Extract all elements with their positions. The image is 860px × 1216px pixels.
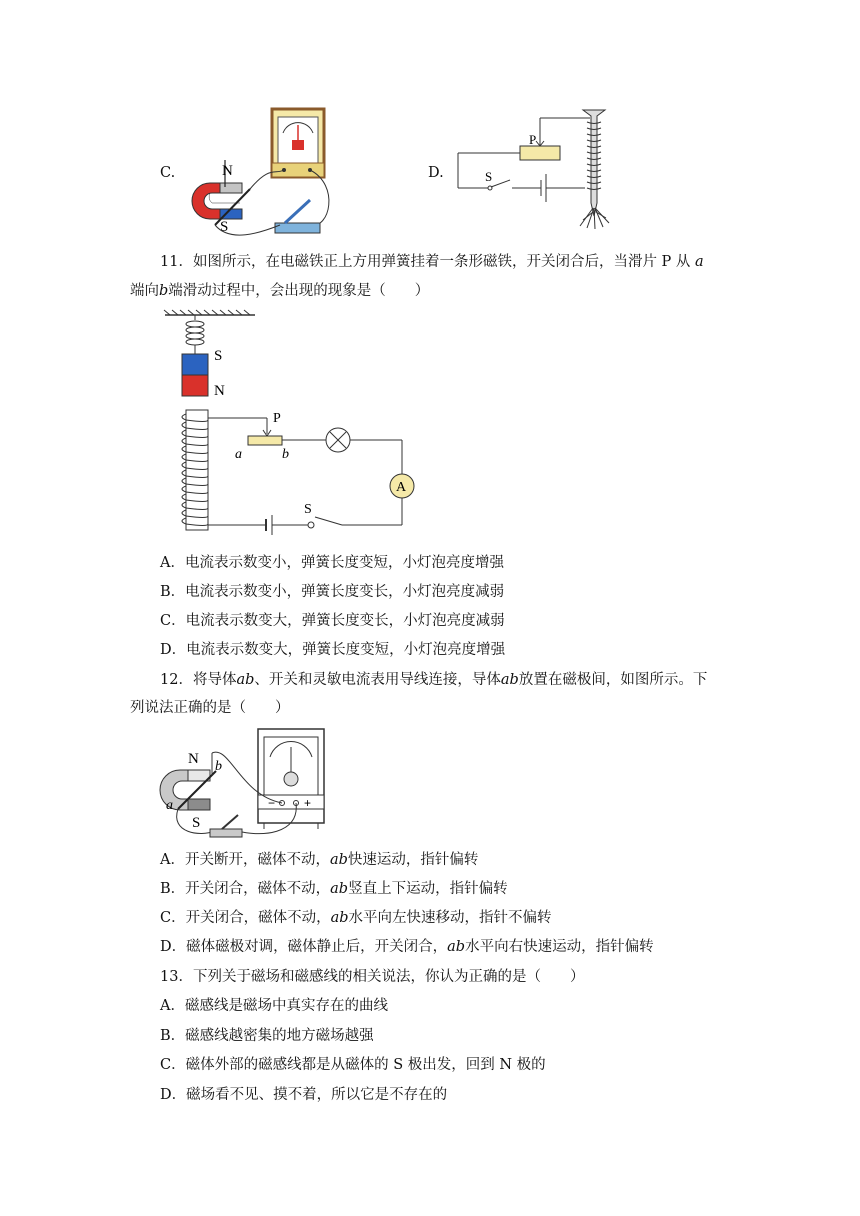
option-d-figure <box>455 108 625 233</box>
q13-option-c: C．磁体外部的磁感线都是从磁体的 S 极出发，回到 N 极的 <box>160 1057 546 1073</box>
q11-option-b: B．电流表示数变小，弹簧长度变长，小灯泡亮度减弱 <box>160 584 505 600</box>
q12-option-b: B．开关闭合，磁体不动，ab竖直上下运动，指针偏转 <box>160 881 508 897</box>
c-fig-n: N <box>222 163 233 179</box>
q12-option-d: D．磁体磁极对调，磁体静止后，开关闭合，ab水平向右快速运动，指针偏转 <box>160 939 654 955</box>
q13-option-a: A．磁感线是磁场中真实存在的曲线 <box>160 998 388 1014</box>
q12-figure <box>160 725 335 840</box>
q11-fig-meter: A <box>396 480 407 495</box>
q11-var-a: a <box>695 254 704 270</box>
option-c-figure <box>180 105 340 240</box>
q11-fig-p: P <box>273 411 281 426</box>
q11-fig-a: a <box>235 447 242 462</box>
q12-option-a: A．开关断开，磁体不动，ab快速运动，指针偏转 <box>160 852 479 868</box>
q12-line1: 12．将导体ab、开关和灵敏电流表用导线连接，导体ab放置在磁极间，如图所示。下 <box>160 672 708 688</box>
q12-fig-n: N <box>188 751 199 767</box>
q11-line1: 11．如图所示，在电磁铁正上方用弹簧挂着一条形磁铁，开关闭合后，当滑片 P 从 a <box>160 254 704 270</box>
d-fig-s: S <box>485 169 493 184</box>
option-d-label: D. <box>428 165 444 181</box>
q12-fig-s: S <box>192 815 201 831</box>
q12-fig-b: b <box>215 759 222 774</box>
q13-line1: 13．下列关于磁场和磁感线的相关说法，你认为正确的是（ ） <box>160 969 585 985</box>
q11-fig-b: b <box>282 447 289 462</box>
c-fig-s: S <box>220 219 229 235</box>
q13-option-d: D．磁场看不见、摸不着，所以它是不存在的 <box>160 1087 448 1103</box>
q11-fig-switch: S <box>304 502 312 517</box>
q11-option-c: C．电流表示数变大，弹簧长度变长，小灯泡亮度减弱 <box>160 613 505 629</box>
q11-var-b: b <box>159 283 169 299</box>
q12-option-c: C．开关闭合，磁体不动，ab水平向左快速移动，指针不偏转 <box>160 910 552 926</box>
q12-fig-plus: + <box>304 796 312 810</box>
q12-fig-minus: − <box>268 796 276 810</box>
d-fig-p: P <box>529 132 537 147</box>
q11-fig-s: S <box>214 348 223 364</box>
q12-fig-a: a <box>166 798 173 813</box>
q11-option-a: A．电流表示数变小，弹簧长度变短，小灯泡亮度增强 <box>160 555 504 571</box>
q11-figure <box>160 310 420 540</box>
q11-option-d: D．电流表示数变大，弹簧长度变短，小灯泡亮度增强 <box>160 642 506 658</box>
q11-fig-n: N <box>214 383 225 399</box>
q11-line2: 端向b端滑动过程中，会出现的现象是（ ） <box>130 283 430 299</box>
option-c-label: C. <box>160 165 176 181</box>
q13-option-b: B．磁感线越密集的地方磁场越强 <box>160 1028 374 1044</box>
q12-line2: 列说法正确的是（ ） <box>130 700 290 716</box>
